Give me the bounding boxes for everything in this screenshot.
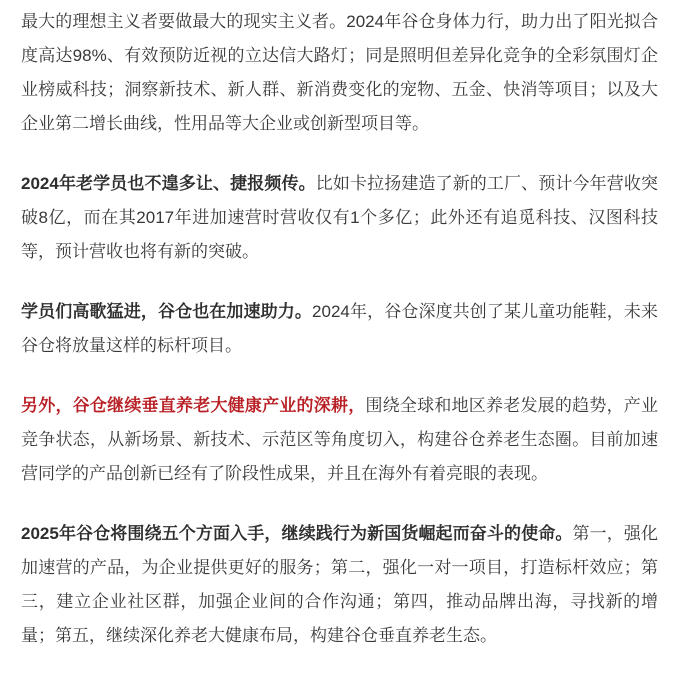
paragraph-elderly-health-lead-red: 另外，谷仓继续垂直养老大健康产业的深耕， xyxy=(21,396,366,415)
paragraph-2024-alumni-lead: 2024年老学员也不遑多让、捷报频传。 xyxy=(21,174,316,193)
paragraph-2025-plan xyxy=(21,517,658,653)
paragraph-students-progress-lead: 学员们高歌猛进，谷仓也在加速助力。 xyxy=(21,302,313,321)
paragraph-ideals xyxy=(21,5,658,141)
paragraph-2025-plan-text: 第一，强化加速营的产品，为企业提供更好的服务；第二，强化一对一项目，打造标杆效应；第三，建立企业社区群，加强企业间的合作沟通；第四，推动品牌出海，寻找新的增量；第五，继续深化养老大健康布局，构建谷仓垂直养老生态。 xyxy=(21,524,658,645)
paragraph-ideals-text: 最大的理想主义者要做最大的现实主义者。2024年谷仓身体力行，助力出了阳光拟合度高达98%、有效预防近视的立达信大路灯；同是照明但差异化竞争的全彩氛围灯企业榜威科技；洞察新技术、新人群、新消费变化的宠物、五金、快消等项目；以及大企业第二增长曲线，性用品等大企业或创新型项目等。 xyxy=(21,12,658,133)
paragraph-2024-alumni xyxy=(21,167,658,269)
paragraph-elderly-health-text: 围绕全球和地区养老发展的趋势，产业竞争状态，从新场景、新技术、示范区等角度切入，构建谷仓养老生态圈。目前加速营同学的产品创新已经有了阶段性成果，并且在海外有着亮眼的表现。 xyxy=(21,396,659,483)
paragraph-students-progress-text: 2024年，谷仓深度共创了某儿童功能鞋，未来谷仓将放量这样的标杆项目。 xyxy=(21,302,658,355)
paragraph-2024-alumni-text: 比如卡拉扬建造了新的工厂、预计今年营收突破8亿，而在其2017年进加速营时营收仅有1个多亿；此外还有追觅科技、汉图科技等，预计营收也将有新的突破。 xyxy=(21,174,658,261)
paragraph-elderly-health xyxy=(21,389,658,491)
paragraph-students-progress xyxy=(21,295,658,363)
paragraph-2025-plan-lead: 2025年谷仓将围绕五个方面入手，继续践行为新国货崛起而奋斗的使命。 xyxy=(21,524,573,543)
